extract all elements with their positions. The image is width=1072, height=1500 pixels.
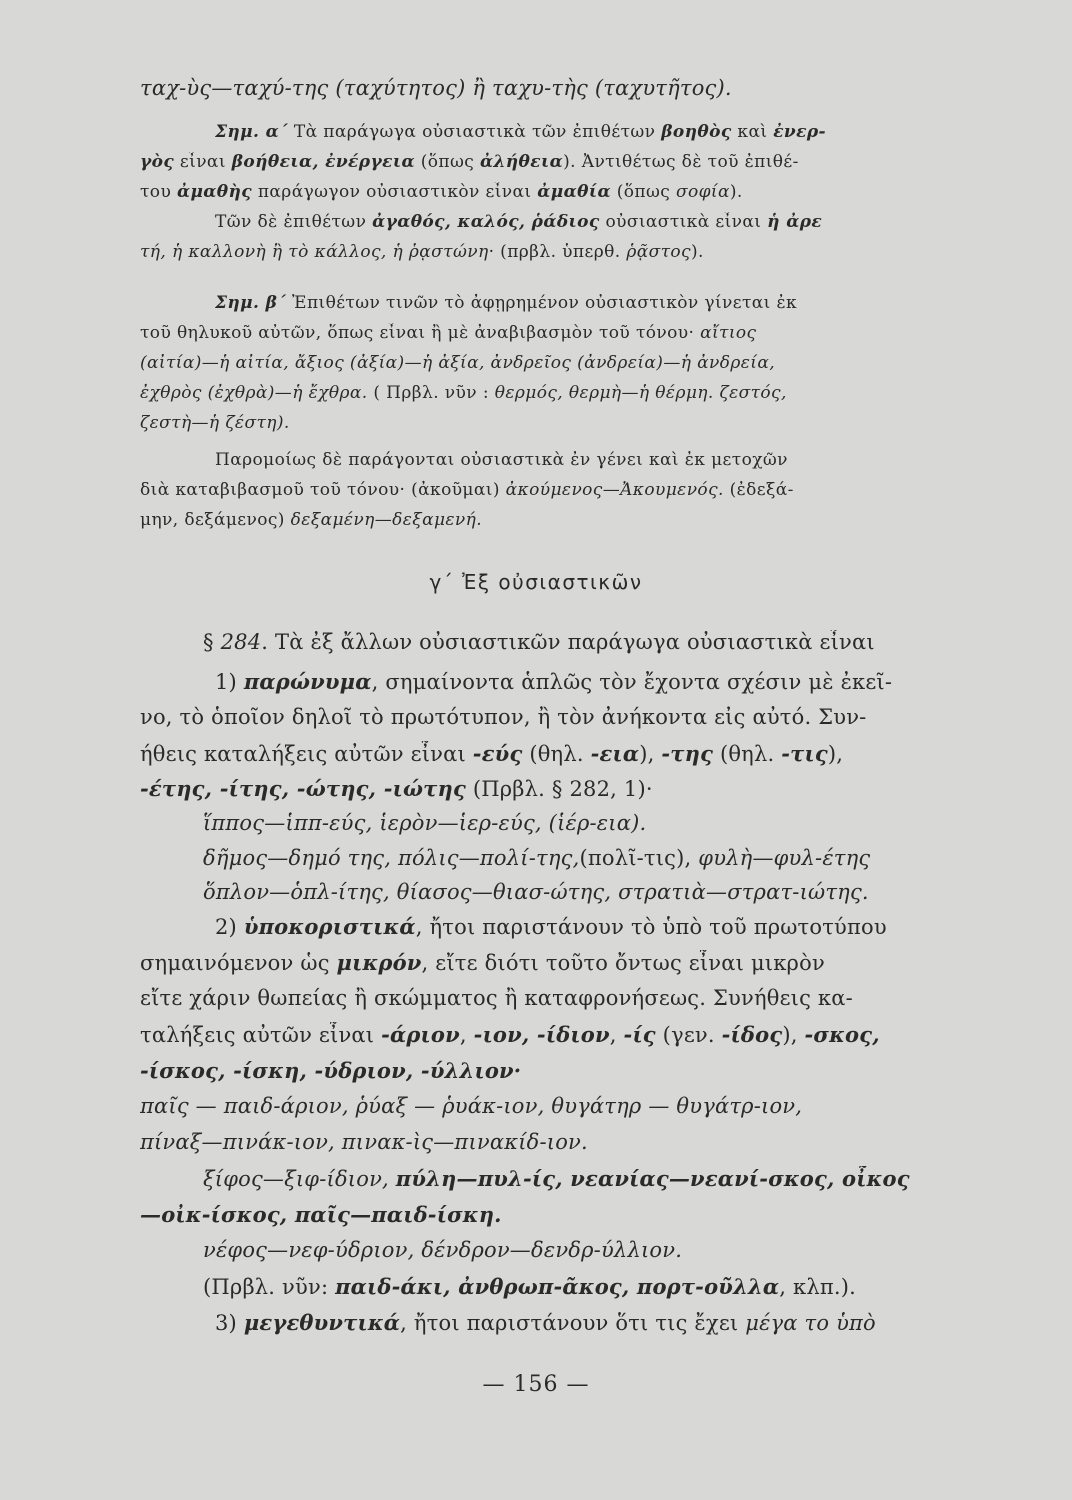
term: σοφία (675, 182, 730, 202)
s284-example-6 (203, 1166, 1023, 1191)
text: ). (690, 242, 704, 262)
term: ἀλήθεια (479, 152, 564, 172)
term: ἐνερ- (773, 122, 827, 142)
s284-example-2 (203, 846, 1023, 870)
note-b-line-1 (215, 293, 1020, 313)
s284-line-2 (215, 669, 1023, 694)
s284-example-8 (203, 1238, 1023, 1262)
term: ὑποκοριστικά (243, 914, 416, 939)
text: , (459, 1023, 474, 1047)
line-takhys (140, 76, 1020, 100)
s284-example-5 (140, 1130, 1020, 1154)
term: ἵππος—ἱππ-εύς, ἱερὸν—ἱερ-εύς, (ἱέρ-εια). (203, 811, 647, 835)
note-b-label: Σημ. β΄ (215, 293, 287, 313)
term: ἡ ἀρε (767, 212, 823, 232)
text: οὐσιαστικὰ εἶναι (599, 212, 768, 232)
term: γὸς (140, 152, 175, 172)
text: · (πρβλ. ὑπερθ. (488, 242, 627, 262)
text: ), (827, 742, 844, 766)
term: βοήθεια, ἐνέργεια (231, 152, 415, 172)
s284-example-1 (203, 811, 1023, 835)
section-sign: § (203, 630, 221, 654)
term: ἀγαθός, καλός, ῥάδιος (372, 212, 600, 232)
s284-line-4 (140, 741, 1020, 766)
s284-line-6 (215, 914, 1023, 939)
s284-line-10 (140, 1058, 1020, 1083)
text: (πολῖ-τις), (579, 846, 699, 870)
term: νέφος—νεφ-ύδριον, δένδρον—δενδρ-ύλλιον. (203, 1238, 683, 1262)
text: ). Ἀντιθέτως δὲ τοῦ ἐπιθέ- (563, 152, 799, 172)
term: ἀκούμενος—Ἀκουμενός. (505, 480, 724, 500)
s284-line-7 (140, 950, 1020, 975)
text: (θηλ. (713, 742, 782, 766)
suffix: -της (661, 741, 714, 766)
text: Τῶν δὲ ἐπιθέτων (215, 212, 373, 232)
text: του (140, 182, 177, 202)
text: (Πρβλ. § 282, 1)· (465, 777, 653, 801)
text: ). (729, 182, 743, 202)
text: μην, δεξάμενος) (140, 510, 291, 530)
text: Ἐπιθέτων τινῶν τὸ ἀφῃρημένον οὐσιαστικὸν γίνεται ἐκ (286, 293, 798, 313)
s284-line-5 (140, 776, 1020, 801)
text: ( Πρβλ. νῦν : (373, 383, 495, 403)
note-c-line-3 (140, 510, 1020, 530)
section-number: 284 (220, 630, 262, 654)
term: μεγεθυντικά (243, 1310, 401, 1335)
text: , εἴτε διότι τοῦτο ὄντως εἶναι μικρὸν (421, 951, 825, 975)
term: μικρόν (336, 950, 422, 975)
text: Παρομοίως δὲ παράγονται οὐσιαστικὰ ἐν γένει καὶ ἐκ μετοχῶν (215, 450, 788, 470)
note-b-line-2 (140, 323, 1020, 343)
page-number: — 156 — (482, 1372, 590, 1397)
text: . Τὰ ἐξ ἄλλων οὐσιαστικῶν παράγωγα οὐσιαστικὰ εἶναι (261, 630, 875, 654)
text: καὶ (731, 122, 774, 142)
note-b-line-3 (140, 353, 1020, 373)
term: ξίφος—ξιφ-ίδιον, (203, 1167, 396, 1191)
text: (γεν. (655, 1023, 722, 1047)
note-a-label: Σημ. α΄ (215, 122, 289, 142)
term: πύλη—πυλ-ίς, νεανίας—νεανί-σκος, οἶκος (395, 1166, 910, 1191)
term: ζεστὴ—ἡ ζέστη). (140, 413, 290, 433)
section-heading: γ΄ Ἐξ οὐσιαστικῶν (429, 570, 643, 594)
text: τοῦ θηλυκοῦ αὐτῶν, ὅπως εἶναι ἢ μὲ ἀναβιβασμὸν τοῦ τόνου· (140, 323, 701, 343)
term: παρώνυμα (243, 669, 372, 694)
text: ταλήξεις αὐτῶν εἶναι (140, 1023, 382, 1047)
text: εἶναι (174, 152, 232, 172)
text: Τὰ παράγωγα οὐσιαστικὰ τῶν ἐπιθέτων (288, 122, 662, 142)
suffix: -εια (590, 741, 640, 766)
note-a-line-5 (140, 242, 1020, 262)
suffix: -ίς (623, 1022, 656, 1047)
suffix: -ιον, -ίδιον (473, 1022, 610, 1047)
term: δῆμος—δημό της, πόλις—πολί-της, (203, 846, 580, 870)
text: ήθεις καταλήξεις αὐτῶν εἶναι (140, 742, 473, 766)
term: παῖς — παιδ-άριον, ῥύαξ — ῥυάκ-ιον, θυγάτηρ — θυγάτρ-ιον, (140, 1094, 803, 1118)
text: (θηλ. (522, 742, 591, 766)
text: 3) (215, 1311, 244, 1335)
s284-line-12 (215, 1310, 1023, 1335)
term: τή, ἡ καλλονὴ ἢ τὸ κάλλος, ἡ ῥᾳστώνη (140, 242, 489, 262)
text: (ὅπως (610, 182, 676, 202)
note-a-line-2 (140, 152, 1020, 172)
text: (ὅπως (414, 152, 480, 172)
text: διὰ καταβιβασμοῦ τοῦ τόνου· (ἀκοῦμαι) (140, 480, 506, 500)
term: ἐχθρὸς (ἐχθρὰ)—ἡ ἔχθρα. (140, 383, 374, 403)
term: δεξαμένη—δεξαμενή. (290, 510, 483, 530)
suffix: -εύς (472, 741, 523, 766)
text-takhys: ταχ-ὺς—ταχύ-της (ταχύτητος) ἢ ταχυ-τὴς (ταχυτῆτος). (140, 76, 732, 100)
text: , ἤτοι παριστάνουν τὸ ὑπὸ τοῦ πρωτοτύπου (415, 915, 887, 939)
suffix: -έτης, -ίτης, -ώτης, -ιώτης (140, 776, 466, 801)
term: —οἰκ-ίσκος, παῖς—παιδ-ίσκη. (140, 1202, 502, 1227)
note-c-line-2 (140, 480, 1020, 500)
s284-line-1 (203, 630, 1023, 654)
term: μέγα το ὑπὸ (745, 1311, 876, 1335)
s284-line-3 (140, 705, 1020, 729)
term: (αἰτία)—ἡ αἰτία, ἄξιος (ἀξία)—ἡ ἀξία, ἀνδρεῖος (ἀνδρεία)—ἡ ἀνδρεία, (140, 353, 776, 373)
text: , σημαίνοντα ἁπλῶς τὸν ἔχοντα σχέσιν μὲ ἐκεῖ- (371, 670, 893, 694)
text: ), (782, 1023, 805, 1047)
s284-line-8 (140, 986, 1020, 1010)
s284-example-4 (140, 1094, 1020, 1118)
text: 1) (215, 670, 244, 694)
text: (ἐδεξά- (723, 480, 794, 500)
suffix: -σκος, (804, 1022, 880, 1047)
text: (Πρβλ. νῦν: (203, 1275, 336, 1299)
term: βοηθὸς (661, 122, 732, 142)
s284-example-7 (140, 1202, 1020, 1227)
term: ὅπλον—ὁπλ-ίτης, θίασος—θιασ-ώτης, στρατιὰ—στρατ-ιώτης. (203, 880, 869, 904)
note-b-line-4 (140, 383, 1020, 403)
suffix: -τις (781, 741, 828, 766)
text: , (609, 1023, 624, 1047)
term: ἀμαθία (537, 182, 611, 202)
text: παράγωγον οὐσιαστικὸν εἶναι (252, 182, 538, 202)
text: εἴτε χάριν θωπείας ἢ σκώμματος ἢ καταφρονήσεως. Συνήθεις κα- (140, 986, 853, 1010)
note-c-line-1 (215, 450, 1020, 470)
term: πίναξ—πινάκ-ιον, πινακ-ὶς—πινακίδ-ιον. (140, 1130, 588, 1154)
term: θερμός, θερμὴ—ἡ θέρμη. ζεστός, (494, 383, 787, 403)
term: ἀμαθὴς (176, 182, 253, 202)
note-a-line-1 (215, 122, 1020, 142)
text: 2) (215, 915, 244, 939)
s284-example-3 (203, 880, 1023, 904)
note-b-line-5 (140, 413, 1020, 433)
term: ῥᾷστος (626, 242, 691, 262)
term: παιδ-άκι, ἀνθρωπ-ᾶκος, πορτ-οῦλλα (335, 1274, 780, 1299)
note-a-line-4 (215, 212, 1020, 232)
text: νο, τὸ ὁποῖον δηλοῖ τὸ πρωτότυπον, ἢ τὸν ἀνήκοντα εἰς αὐτό. Συν- (140, 705, 867, 729)
s284-line-9 (140, 1022, 1020, 1047)
suffix: -ίσκος, -ίσκη, -ύδριον, -ύλλιον· (140, 1058, 522, 1083)
note-a-line-3 (140, 182, 1020, 202)
text: , ἤτοι παριστάνουν ὅτι τις ἔχει (400, 1311, 746, 1335)
suffix: -ίδος (721, 1022, 783, 1047)
term: αἴτιος (700, 323, 757, 343)
text: ), (639, 742, 662, 766)
term: φυλὴ—φυλ-έτης (698, 846, 871, 870)
s284-line-11 (203, 1274, 1023, 1299)
text: σημαινόμενον ὡς (140, 951, 337, 975)
suffix: -άριον (381, 1022, 460, 1047)
text: , κλπ.). (779, 1275, 857, 1299)
